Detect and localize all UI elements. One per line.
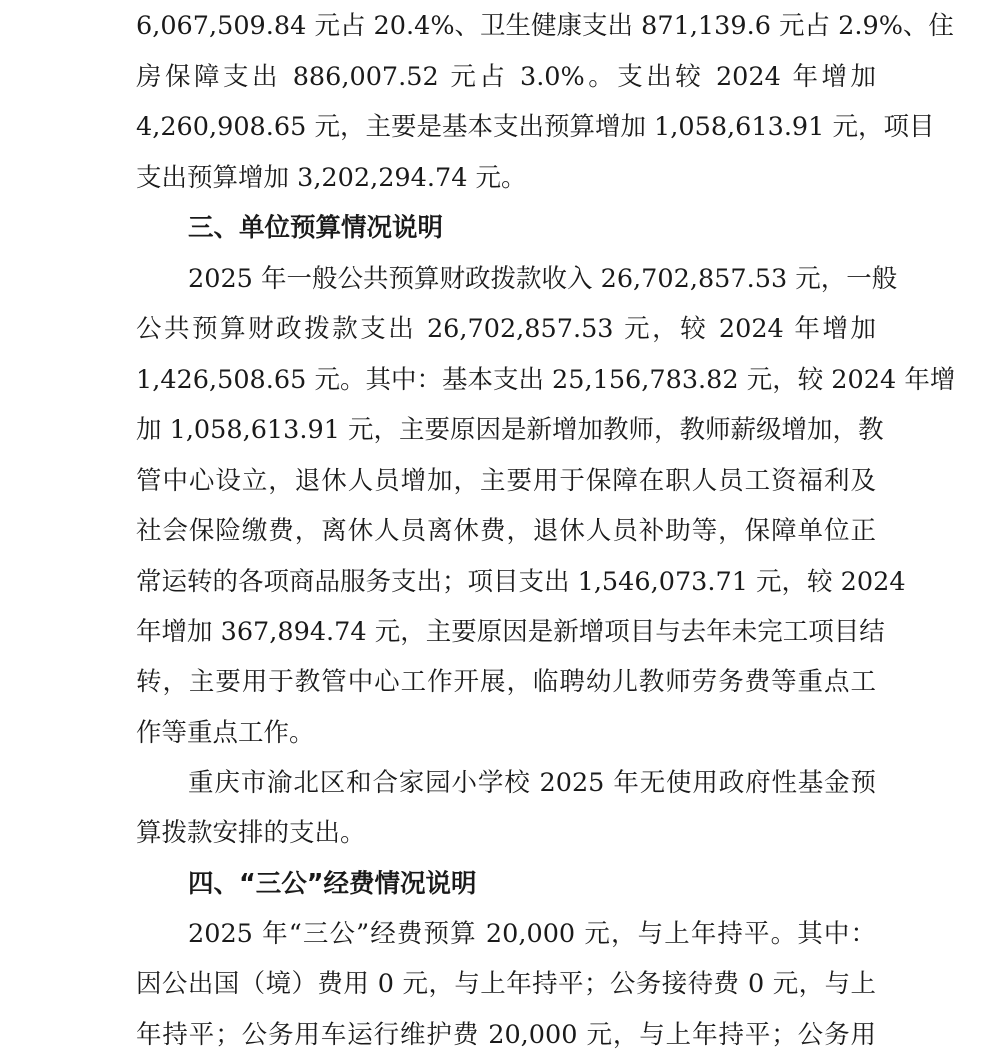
- paragraph-line: 因公出国（境）费用 0 元，与上年持平；公务接待费 0 元，与上: [136, 969, 876, 999]
- paragraph-line: 重庆市渝北区和合家园小学校 2025 年无使用政府性基金预: [188, 768, 876, 798]
- section-heading: 三、单位预算情况说明: [188, 213, 444, 243]
- paragraph-line: 算拨款安排的支出。: [136, 818, 366, 848]
- paragraph-line: 公共预算财政拨款支出 26,702,857.53 元，较 2024 年增加: [136, 314, 876, 344]
- paragraph-line: 4,260,908.65 元，主要是基本支出预算增加 1,058,613.91 元，项目: [136, 112, 935, 142]
- paragraph-line: 转，主要用于教管中心工作开展，临聘幼儿教师劳务费等重点工: [136, 667, 876, 697]
- paragraph-line: 加 1,058,613.91 元，主要原因是新增加教师，教师薪级增加，教: [136, 415, 884, 445]
- paragraph-line: 常运转的各项商品服务支出；项目支出 1,546,073.71 元，较 2024: [136, 567, 906, 597]
- paragraph-line: 社会保险缴费，离休人员离休费，退休人员补助等，保障单位正: [136, 516, 876, 546]
- paragraph-line: 年增加 367,894.74 元，主要原因是新增项目与去年未完工项目结: [136, 617, 885, 647]
- paragraph-line: 支出预算增加 3,202,294.74 元。: [136, 163, 527, 193]
- section-heading: 四、“三公”经费情况说明: [188, 869, 477, 899]
- paragraph-line: 作等重点工作。: [136, 718, 315, 748]
- paragraph-line: 2025 年“三公”经费预算 20,000 元，与上年持平。其中：: [188, 919, 876, 949]
- paragraph-line: 房保障支出 886,007.52 元占 3.0%。支出较 2024 年增加: [136, 62, 876, 92]
- paragraph-line: 管中心设立，退休人员增加，主要用于保障在职人员工资福利及: [136, 466, 876, 496]
- paragraph-line: 1,426,508.65 元。其中：基本支出 25,156,783.82 元，较 2024 年增: [136, 365, 956, 395]
- paragraph-line: 2025 年一般公共预算财政拨款收入 26,702,857.53 元，一般: [188, 264, 898, 294]
- paragraph-line: 年持平；公务用车运行维护费 20,000 元，与上年持平；公务用: [136, 1020, 876, 1050]
- paragraph-line: 6,067,509.84 元占 20.4%、卫生健康支出 871,139.6 元占 2.9%、住: [136, 11, 954, 41]
